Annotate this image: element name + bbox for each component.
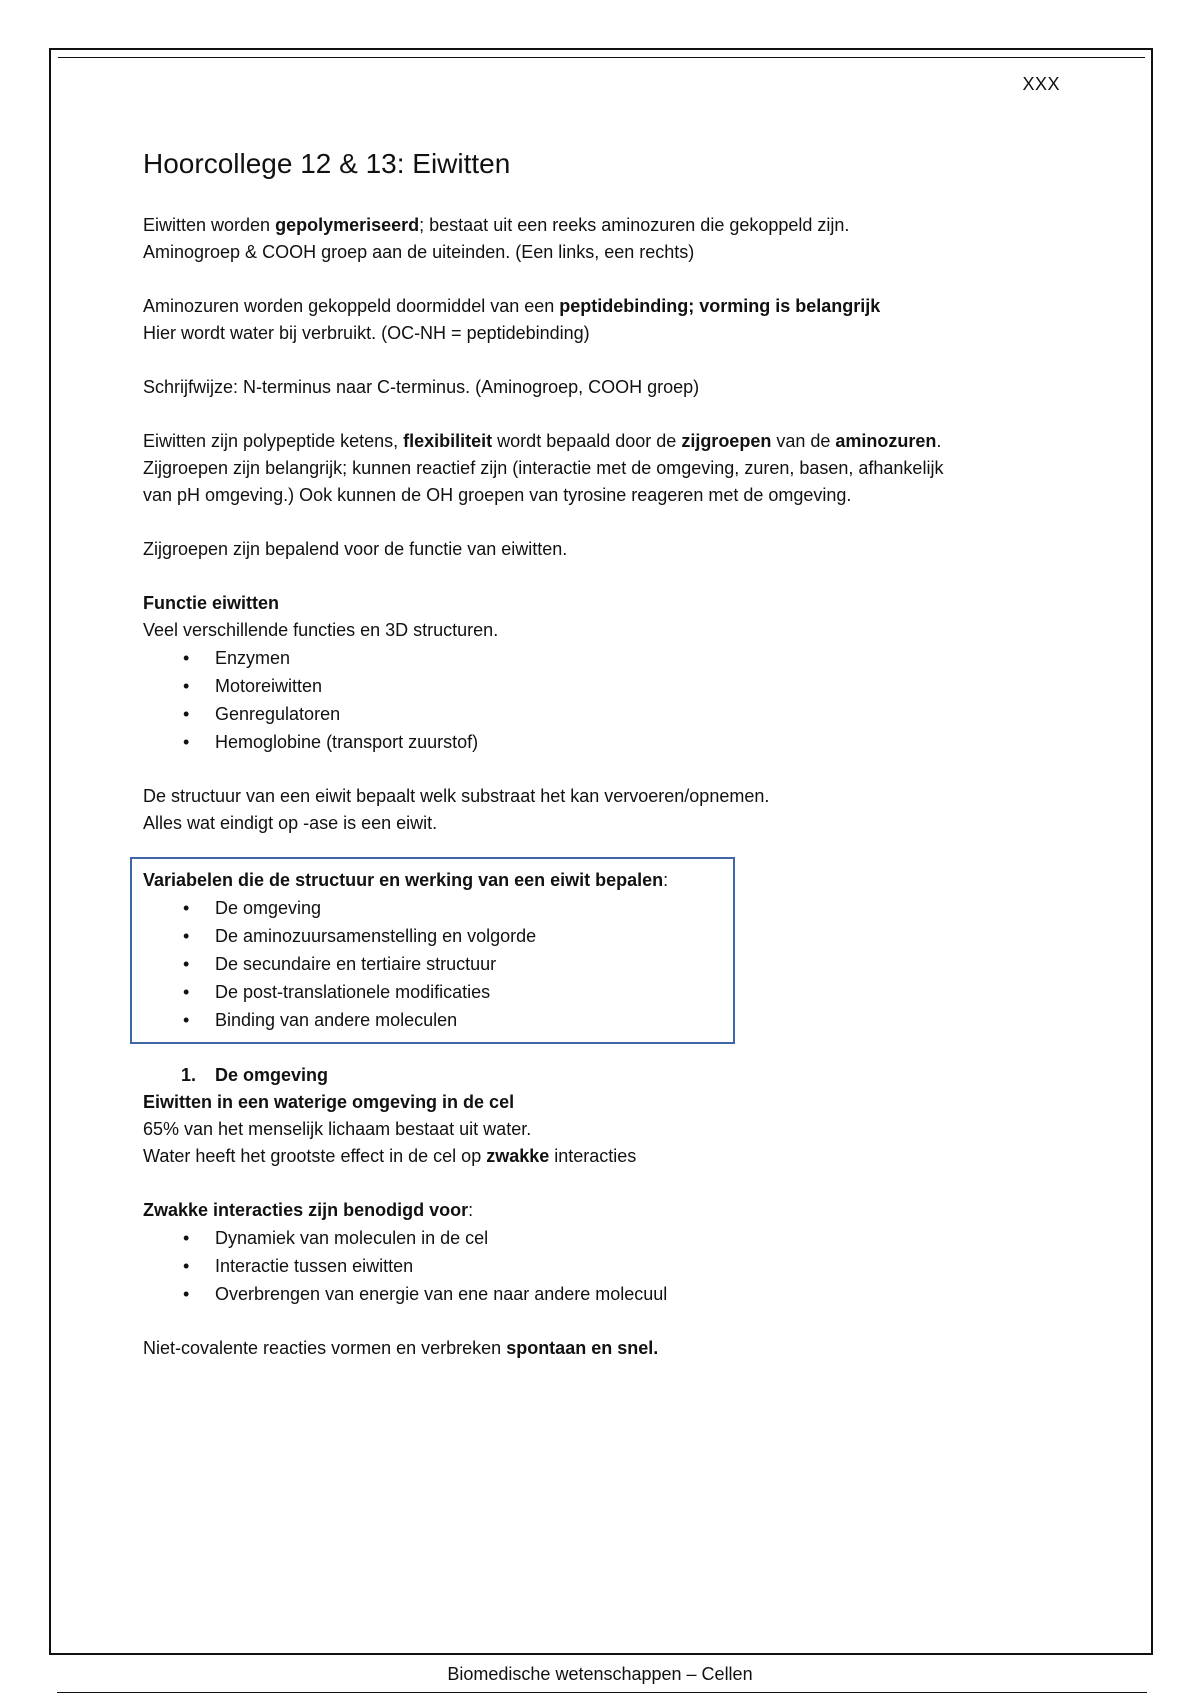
- list-item: • Binding van andere moleculen: [143, 1006, 721, 1034]
- paragraph-schrijfwijze: Schrijfwijze: N-terminus naar C-terminus. (Aminogroep, COOH groep): [143, 377, 700, 397]
- section-functie-eiwitten: [143, 590, 1073, 756]
- variabelen-list: [143, 894, 721, 1034]
- numbered-heading: 1. De omgeving: [181, 1065, 329, 1085]
- section-heading: Zwakke interacties zijn benodigd voor:: [143, 1200, 474, 1220]
- page-top-rule: [58, 57, 1145, 58]
- list-item: • Enzymen: [143, 644, 1073, 672]
- paragraph-zijgroepen: Eiwitten zijn polypeptide ketens, flexibiliteit wordt bepaald door de zijgroepen van de aminozuren. Zijgroepen zijn belangrijk; kunnen reactief zijn (interactie met de omgeving, zuren, basen, afhankelijk van pH omgeving.) Ook kunnen de OH groepen van tyrosine reageren met de omgeving.: [143, 431, 944, 505]
- footer-rule: [57, 1692, 1147, 1693]
- list-item: • Interactie tussen eiwitten: [143, 1252, 1073, 1280]
- paragraph-functie-bepalend: Zijgroepen zijn bepalend voor de functie van eiwitten.: [143, 539, 568, 559]
- list-item: • Hemoglobine (transport zuurstof): [143, 728, 1073, 756]
- page-title: Hoorcollege 12 & 13: Eiwitten: [143, 148, 511, 179]
- page-footer: Biomedische wetenschappen – Cellen: [447, 1664, 753, 1684]
- functie-list: [143, 644, 1073, 756]
- subheading: Eiwitten in een waterige omgeving in de cel: [143, 1092, 515, 1112]
- list-item: • Genregulatoren: [143, 700, 1073, 728]
- box-heading: Variabelen die de structuur en werking van een eiwit bepalen:: [143, 870, 669, 890]
- list-item: • Motoreiwitten: [143, 672, 1073, 700]
- section-intro: Veel verschillende functies en 3D structuren.: [143, 620, 499, 640]
- section-zwakke-interacties: [143, 1197, 1073, 1308]
- list-item: • De aminozuursamenstelling en volgorde: [143, 922, 721, 950]
- header-tag: XXX: [1022, 74, 1060, 94]
- section-heading: Functie eiwitten: [143, 593, 280, 613]
- section-omgeving: [143, 1062, 1073, 1170]
- list-item: • De secundaire en tertiaire structuur: [143, 950, 721, 978]
- paragraph-water: 65% van het menselijk lichaam bestaat uit water. Water heeft het grootste effect in de cel op zwakke interacties: [143, 1119, 637, 1166]
- paragraph-structuur: De structuur van een eiwit bepaalt welk substraat het kan vervoeren/opnemen. Alles wat eindigt op -ase is een eiwit.: [143, 786, 770, 833]
- paragraph-niet-covalent: Niet-covalente reacties vormen en verbreken spontaan en snel.: [143, 1338, 659, 1358]
- variabelen-box: [130, 857, 735, 1044]
- list-item: • De omgeving: [143, 894, 721, 922]
- list-item: • Dynamiek van moleculen in de cel: [143, 1224, 1073, 1252]
- paragraph-polymerisation: Eiwitten worden gepolymeriseerd; bestaat uit een reeks aminozuren die gekoppeld zijn. Aminogroep & COOH groep aan de uiteinden. (Een links, een rechts): [143, 215, 850, 262]
- paragraph-peptidebinding: Aminozuren worden gekoppeld doormiddel van een peptidebinding; vorming is belangrijk Hier wordt water bij verbruikt. (OC-NH = peptidebinding): [143, 296, 881, 343]
- list-item: • De post-translationele modificaties: [143, 978, 721, 1006]
- document-body: [143, 142, 1073, 1389]
- zwakke-list: [143, 1224, 1073, 1308]
- list-item: • Overbrengen van energie van ene naar andere molecuul: [143, 1280, 1073, 1308]
